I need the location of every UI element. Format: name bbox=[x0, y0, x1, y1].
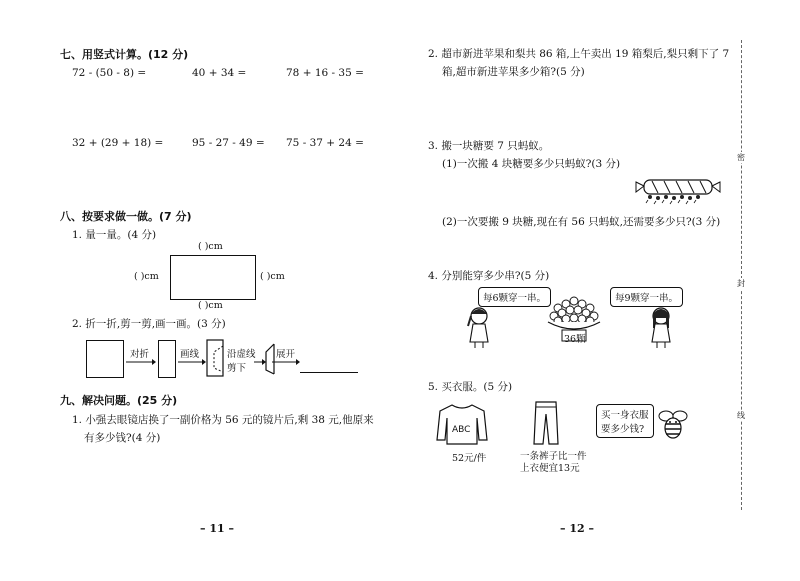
section-7-title: 七、用竖式计算。(12 分) bbox=[60, 48, 189, 61]
pants-note-line1: 一条裤子比一件 bbox=[520, 451, 587, 462]
step-cut-label-b: 剪下 bbox=[227, 363, 247, 374]
problem-4-title: 4. 分别能穿多少串?(5 分) bbox=[428, 270, 550, 282]
problem-5: 95 - 27 - 49 = bbox=[192, 137, 265, 149]
binding-line bbox=[741, 40, 742, 510]
arrow-icon bbox=[272, 358, 300, 366]
problem-3-1: (1)一次搬 4 块糖要多少只蚂蚁?(3 分) bbox=[442, 158, 621, 170]
girl-icon bbox=[648, 304, 674, 348]
speech-bubble-9: 每9颗穿一串。 bbox=[610, 287, 683, 307]
speech-bubble-6: 每6颗穿一串。 bbox=[478, 287, 551, 307]
problem-1: 72 - (50 - 8) = bbox=[72, 67, 147, 79]
question-line2: 要多少钱? bbox=[601, 424, 645, 435]
sweater-price: 52元/件 bbox=[452, 453, 487, 464]
speech-bubble-question bbox=[596, 404, 654, 438]
problem-3: 78 + 16 - 35 = bbox=[286, 67, 364, 79]
problem-2-line2: 箱,超市新进苹果多少箱?(5 分) bbox=[442, 66, 585, 78]
question-line1: 买一身衣服 bbox=[601, 410, 649, 421]
problem-9-1-line1: 1. 小强去眼镜店换了一副价格为 56 元的镜片后,剩 38 元,他原来 bbox=[72, 414, 374, 426]
section-8-title: 八、按要求做一做。(7 分) bbox=[60, 210, 192, 223]
measure-question: 1. 量一量。(4 分) bbox=[72, 229, 157, 241]
pants-note-line2: 上衣便宜13元 bbox=[520, 463, 580, 474]
arrow-icon bbox=[226, 358, 266, 366]
margin-mark-envelope: 封 bbox=[737, 279, 745, 288]
margin-mark-seal: 密 bbox=[737, 153, 745, 162]
step-draw-label: 画线 bbox=[180, 349, 200, 360]
sweater-icon bbox=[436, 402, 488, 446]
step-cut-label-a: 沿虚线 bbox=[227, 349, 256, 360]
measure-left-answer: ( )cm bbox=[134, 271, 159, 282]
measure-rectangle bbox=[170, 255, 256, 300]
fold-question: 2. 折一折,剪一剪,画一画。(3 分) bbox=[72, 318, 226, 330]
problem-2: 40 + 34 = bbox=[192, 67, 247, 79]
answer-line bbox=[300, 372, 358, 373]
problem-6: 75 - 37 + 24 = bbox=[286, 137, 364, 149]
folded-paper-with-line bbox=[206, 338, 228, 380]
arrow-icon bbox=[178, 358, 206, 366]
step-unfold-label: 展开 bbox=[276, 349, 296, 360]
girl-icon bbox=[464, 304, 494, 348]
folded-paper bbox=[158, 340, 176, 378]
problem-3-title: 3. 搬一块糖要 7 只蚂蚁。 bbox=[428, 140, 550, 152]
problem-5-title: 5. 买衣服。(5 分) bbox=[428, 381, 513, 393]
paper-square bbox=[86, 340, 124, 378]
measure-top-answer: ( )cm bbox=[198, 241, 223, 252]
page-number-right: – 12 – bbox=[560, 522, 594, 535]
problem-3-2: (2)一次要搬 9 块糖,现在有 56 只蚂蚁,还需要多少只?(3 分) bbox=[442, 216, 721, 228]
pants-icon bbox=[532, 400, 560, 446]
candy-ants-illustration bbox=[634, 172, 722, 204]
step-fold-label: 对折 bbox=[130, 349, 150, 360]
margin-mark-line: 线 bbox=[737, 411, 745, 420]
svg-text:ABC: ABC bbox=[452, 425, 471, 435]
section-9-title: 九、解决问题。(25 分) bbox=[60, 394, 178, 407]
arrow-icon bbox=[126, 358, 156, 366]
bee-icon bbox=[656, 408, 690, 444]
problem-2-line1: 2. 超市新进苹果和梨共 86 箱,上午卖出 19 箱梨后,梨只剩下了 7 bbox=[428, 48, 730, 60]
problem-9-1-line2: 有多少钱?(4 分) bbox=[84, 432, 161, 444]
measure-right-answer: ( )cm bbox=[260, 271, 285, 282]
bead-count: 36颗 bbox=[564, 334, 586, 345]
measure-bottom-answer: ( )cm bbox=[198, 300, 223, 311]
problem-4: 32 + (29 + 18) = bbox=[72, 137, 164, 149]
page-number-left: – 11 – bbox=[200, 522, 234, 535]
